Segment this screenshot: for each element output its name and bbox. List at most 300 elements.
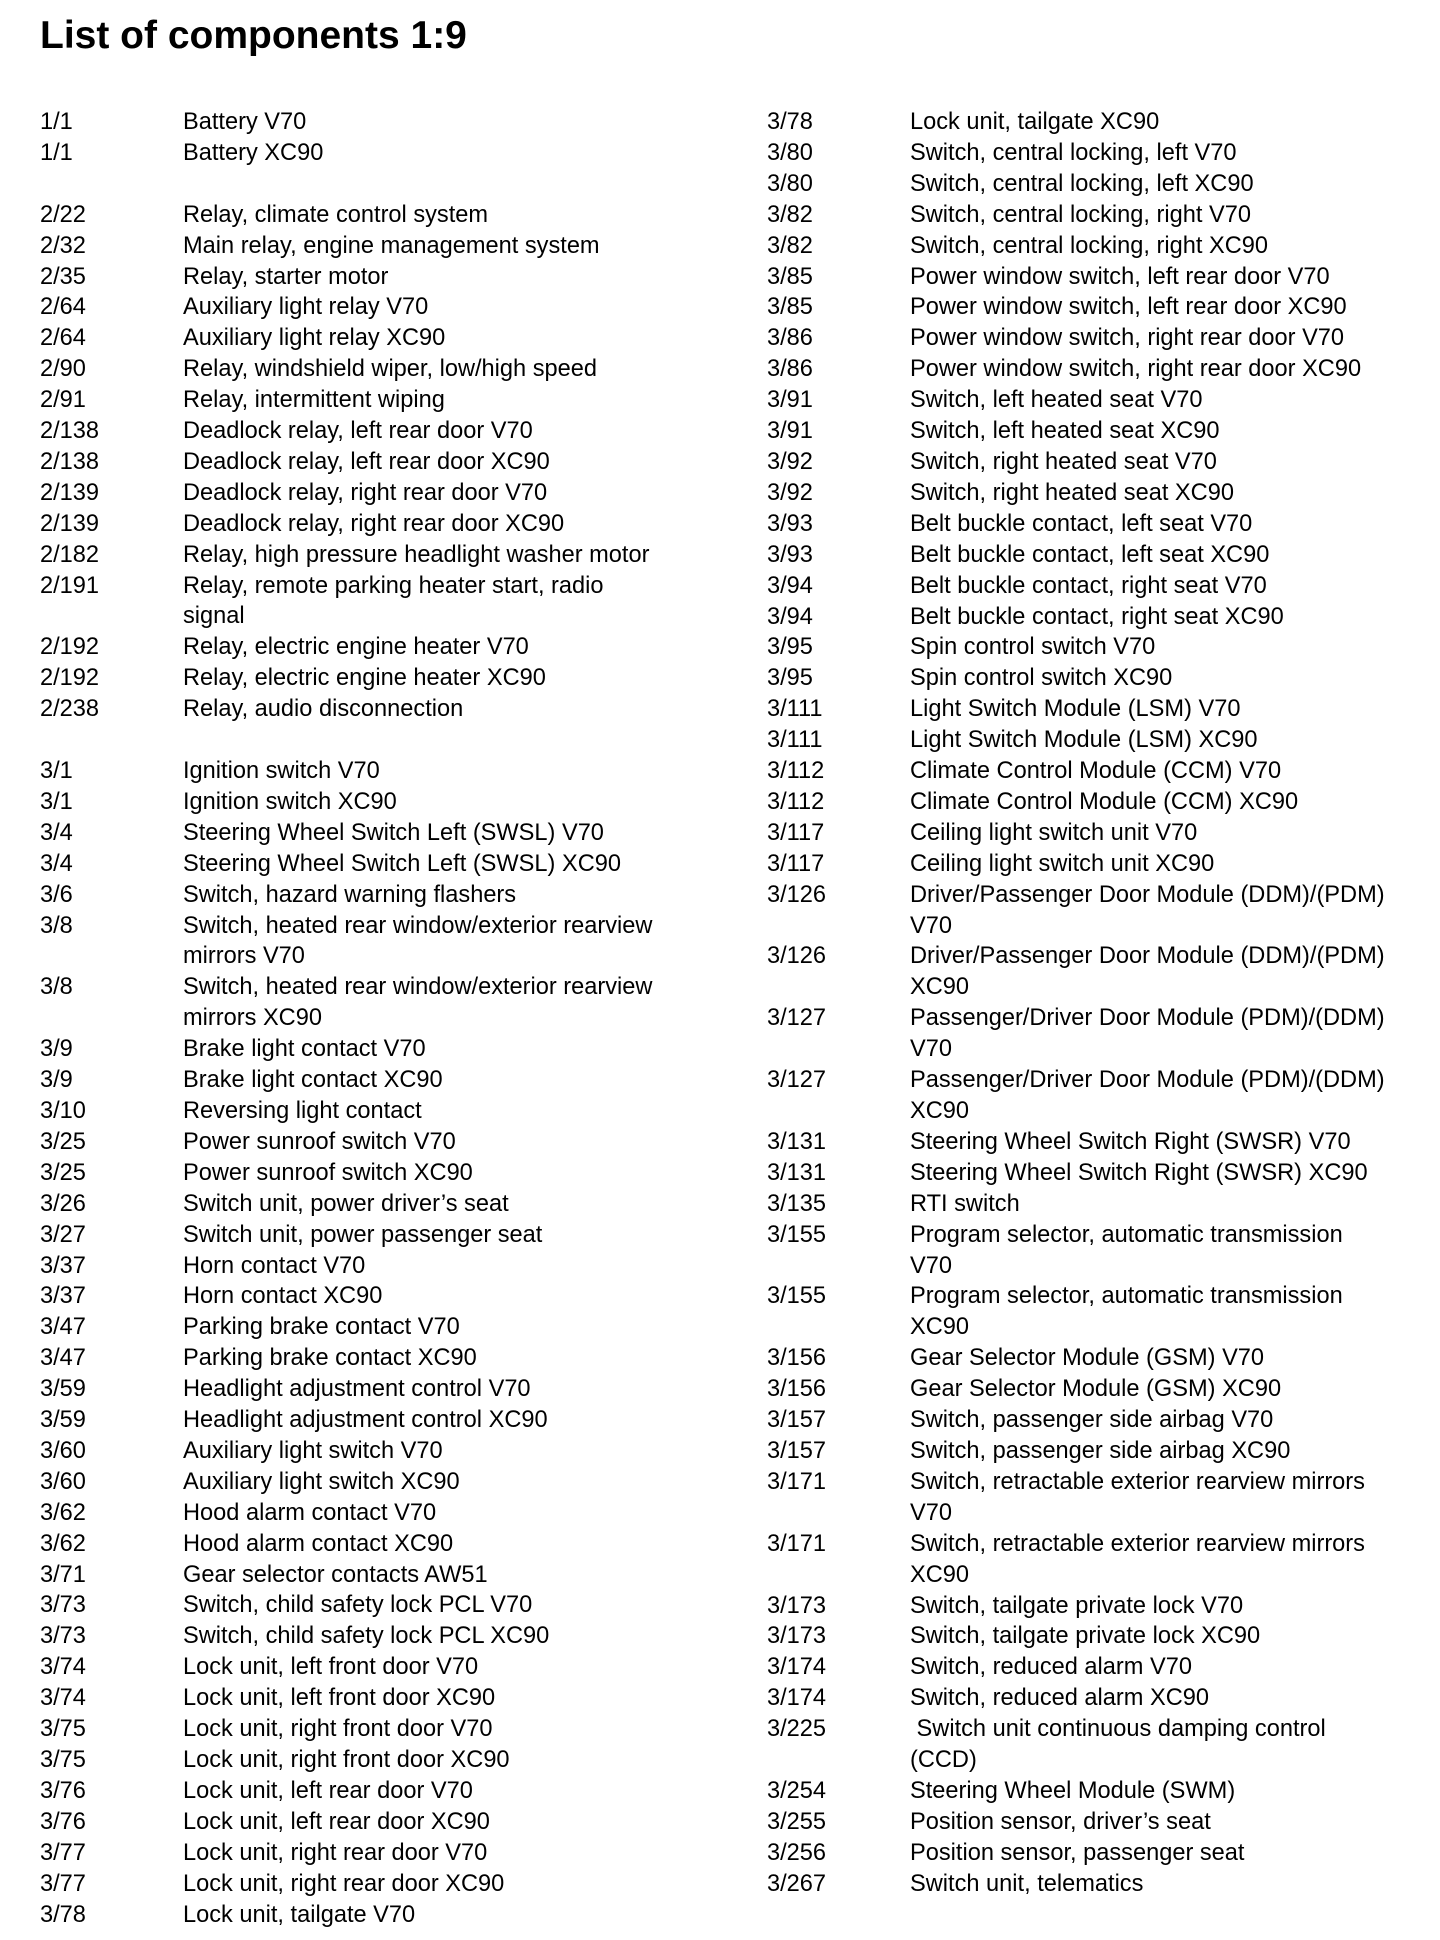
component-description <box>183 1343 730 1374</box>
component-row <box>767 385 1427 416</box>
description-line: Relay, electric engine heater V70 <box>183 634 529 661</box>
component-description <box>183 262 730 293</box>
component-code: 3/171 <box>767 1530 827 1557</box>
component-code: 3/171 <box>767 1468 827 1495</box>
component-row <box>40 1220 730 1251</box>
group-spacer <box>40 725 730 756</box>
component-code: 3/173 <box>767 1623 827 1650</box>
component-code: 3/1 <box>40 758 73 784</box>
component-description <box>183 849 730 880</box>
description-line: Deadlock relay, right rear door V70 <box>183 479 548 506</box>
description-line: Lock unit, right rear door V70 <box>183 1839 488 1866</box>
component-row <box>40 1189 730 1220</box>
component-row <box>40 972 730 1034</box>
component-row <box>40 292 730 323</box>
component-code: 3/91 <box>767 418 813 445</box>
component-row <box>40 1498 730 1529</box>
component-description <box>910 818 1427 849</box>
description-line: Switch, tailgate private lock XC90 <box>910 1623 1261 1650</box>
component-description <box>183 911 730 973</box>
description-line: Power window switch, left rear door V70 <box>910 263 1330 290</box>
component-code: 3/111 <box>767 727 823 754</box>
component-row <box>767 880 1427 942</box>
description-line: Switch, left heated seat V70 <box>910 387 1203 414</box>
component-description <box>183 1096 730 1127</box>
component-row <box>40 694 730 725</box>
description-line: Battery XC90 <box>183 139 324 166</box>
description-line: Lock unit, left rear door V70 <box>183 1777 473 1804</box>
description-line: Driver/Passenger Door Module (DDM)/(PDM) <box>910 881 1385 908</box>
component-description <box>910 663 1427 694</box>
component-description <box>910 1374 1427 1405</box>
description-line: Steering Wheel Switch Right (SWSR) V70 <box>910 1128 1351 1155</box>
component-description <box>183 1127 730 1158</box>
description-line: Switch, passenger side airbag XC90 <box>910 1437 1291 1464</box>
component-description <box>183 1529 730 1560</box>
component-row <box>40 787 730 818</box>
description-line: mirrors V70 <box>183 943 305 970</box>
component-description <box>183 1251 730 1282</box>
component-code: 3/174 <box>767 1685 827 1712</box>
component-description <box>183 1776 730 1807</box>
component-description <box>910 694 1427 725</box>
component-code: 3/25 <box>40 1159 86 1186</box>
component-code: 3/86 <box>767 325 813 352</box>
component-code: 3/4 <box>40 850 73 877</box>
component-description <box>910 323 1427 354</box>
description-line: Passenger/Driver Door Module (PDM)/(DDM) <box>910 1067 1385 1094</box>
component-code: 3/93 <box>767 510 813 537</box>
component-code: 2/91 <box>40 387 86 414</box>
component-description <box>910 478 1427 509</box>
component-row <box>40 138 730 169</box>
component-row <box>767 1652 1427 1683</box>
description-line: Hood alarm contact V70 <box>183 1499 437 1526</box>
description-line: Ceiling light switch unit XC90 <box>910 850 1215 877</box>
component-code: 2/138 <box>40 418 100 445</box>
component-row <box>767 1343 1427 1374</box>
component-description <box>183 972 730 1034</box>
component-row <box>767 571 1427 602</box>
component-row <box>40 1560 730 1591</box>
component-description <box>910 1652 1427 1683</box>
component-code: 3/62 <box>40 1530 86 1557</box>
description-line: Brake light contact V70 <box>183 1036 426 1063</box>
description-line: Ignition switch XC90 <box>183 788 397 815</box>
description-line: Lock unit, tailgate XC90 <box>910 109 1160 135</box>
component-description <box>183 1621 730 1652</box>
component-description <box>183 1189 730 1220</box>
description-line: V70 <box>910 1252 952 1279</box>
description-line: Lock unit, right front door V70 <box>183 1716 493 1743</box>
description-line: Spin control switch V70 <box>910 634 1156 661</box>
description-line: Switch, hazard warning flashers <box>183 881 517 908</box>
description-line: mirrors XC90 <box>183 1005 322 1032</box>
component-row <box>767 292 1427 323</box>
description-line: Switch, child safety lock PCL XC90 <box>183 1623 550 1650</box>
component-row <box>767 632 1427 663</box>
component-description <box>910 1065 1427 1127</box>
component-code: 3/173 <box>767 1592 827 1619</box>
component-description <box>910 1127 1427 1158</box>
description-line: Switch, heated rear window/exterior rearview <box>183 974 653 1001</box>
component-description <box>183 416 730 447</box>
description-line: Parking brake contact V70 <box>183 1314 460 1341</box>
description-line: Belt buckle contact, left seat V70 <box>910 510 1253 537</box>
component-code: 2/32 <box>40 232 86 259</box>
component-code: 3/77 <box>40 1870 86 1897</box>
description-line: (CCD) <box>910 1747 977 1774</box>
description-line: Power window switch, left rear door XC90 <box>910 294 1347 321</box>
description-line: Driver/Passenger Door Module (DDM)/(PDM) <box>910 943 1385 970</box>
component-row <box>767 1776 1427 1807</box>
description-line: Auxiliary light switch XC90 <box>183 1468 460 1495</box>
description-line: Switch, retractable exterior rearview mirrors <box>910 1468 1365 1495</box>
component-row <box>767 787 1427 818</box>
component-row <box>767 1683 1427 1714</box>
component-code: 3/75 <box>40 1747 86 1773</box>
component-row <box>40 1590 730 1621</box>
description-line: Passenger/Driver Door Module (PDM)/(DDM) <box>910 1005 1385 1032</box>
component-row <box>767 1127 1427 1158</box>
component-row <box>40 1034 730 1065</box>
description-line: Switch, retractable exterior rearview mirrors <box>910 1530 1365 1557</box>
component-row <box>40 911 730 973</box>
component-row <box>767 1807 1427 1838</box>
component-code: 3/155 <box>767 1221 827 1248</box>
component-description <box>910 632 1427 663</box>
description-line: Switch, reduced alarm XC90 <box>910 1685 1209 1712</box>
component-code: 3/94 <box>767 603 813 630</box>
description-line: Parking brake contact XC90 <box>183 1345 477 1372</box>
group-spacer <box>40 169 730 200</box>
description-line: Gear Selector Module (GSM) V70 <box>910 1345 1265 1372</box>
component-row <box>767 725 1427 756</box>
description-line: Belt buckle contact, left seat XC90 <box>910 541 1270 568</box>
component-description <box>910 354 1427 385</box>
component-row <box>767 1065 1427 1127</box>
description-line: Auxiliary light relay V70 <box>183 294 429 321</box>
description-line: Switch, right heated seat XC90 <box>910 479 1234 506</box>
component-code: 3/111 <box>767 696 823 723</box>
component-row <box>767 941 1427 1003</box>
component-description <box>183 385 730 416</box>
description-line: Climate Control Module (CCM) V70 <box>910 758 1282 785</box>
description-line: Power sunroof switch V70 <box>183 1128 456 1155</box>
component-row <box>40 571 730 633</box>
component-code: 3/92 <box>767 448 813 475</box>
description-line: Position sensor, driver’s seat <box>910 1808 1211 1835</box>
component-row <box>767 1591 1427 1622</box>
component-description <box>910 1838 1427 1869</box>
component-description <box>183 1158 730 1189</box>
component-row <box>767 1189 1427 1220</box>
component-row <box>40 1374 730 1405</box>
component-code: 3/112 <box>767 788 825 815</box>
component-row <box>40 1405 730 1436</box>
component-code: 3/255 <box>767 1808 827 1835</box>
description-line: Switch, left heated seat XC90 <box>910 418 1220 445</box>
component-description <box>910 509 1427 540</box>
component-row <box>40 1096 730 1127</box>
component-code: 3/37 <box>40 1283 86 1310</box>
component-code: 3/92 <box>767 479 813 506</box>
component-code: 3/8 <box>40 974 73 1001</box>
component-code: 3/82 <box>767 201 813 228</box>
component-description <box>183 880 730 911</box>
description-line: Switch, heated rear window/exterior rearview <box>183 912 653 939</box>
component-row <box>40 262 730 293</box>
component-row <box>767 231 1427 262</box>
component-row <box>40 1127 730 1158</box>
component-description <box>183 354 730 385</box>
description-line: Power sunroof switch XC90 <box>183 1159 473 1186</box>
component-code: 3/25 <box>40 1128 86 1155</box>
component-description <box>183 1065 730 1096</box>
description-line: Switch, central locking, right V70 <box>910 201 1251 228</box>
component-row <box>40 416 730 447</box>
component-row <box>40 818 730 849</box>
component-row <box>40 1745 730 1776</box>
component-code: 2/64 <box>40 294 86 321</box>
component-row <box>767 1158 1427 1189</box>
component-code: 3/157 <box>767 1437 827 1464</box>
component-row <box>40 1652 730 1683</box>
description-line: Relay, starter motor <box>183 263 389 290</box>
component-code: 3/71 <box>40 1561 86 1588</box>
description-line: Deadlock relay, left rear door XC90 <box>183 448 550 475</box>
component-code: 3/131 <box>767 1159 827 1186</box>
component-row <box>767 1838 1427 1869</box>
component-code: 3/127 <box>767 1067 827 1094</box>
component-description <box>183 478 730 509</box>
component-description <box>183 1498 730 1529</box>
component-row <box>767 416 1427 447</box>
component-row <box>40 478 730 509</box>
component-description <box>910 849 1427 880</box>
component-row <box>767 262 1427 293</box>
description-line: Lock unit, left rear door XC90 <box>183 1808 490 1835</box>
description-line: Spin control switch XC90 <box>910 665 1173 692</box>
component-code: 3/74 <box>40 1654 86 1681</box>
component-description <box>910 1714 1427 1776</box>
description-line: Lock unit, tailgate V70 <box>183 1901 416 1928</box>
component-description <box>910 602 1427 633</box>
component-code: 3/76 <box>40 1808 86 1835</box>
description-line: V70 <box>910 1036 952 1063</box>
component-description <box>910 571 1427 602</box>
component-code: 3/155 <box>767 1283 827 1310</box>
component-description <box>183 1374 730 1405</box>
description-line: Relay, intermittent wiping <box>183 387 445 414</box>
component-row <box>767 818 1427 849</box>
component-description <box>183 818 730 849</box>
component-code: 2/238 <box>40 696 100 723</box>
component-code: 3/59 <box>40 1407 86 1434</box>
component-row <box>40 354 730 385</box>
component-code: 3/267 <box>767 1870 827 1897</box>
description-line: Switch unit, power passenger seat <box>183 1221 543 1248</box>
description-line: Program selector, automatic transmission <box>910 1283 1343 1310</box>
component-description <box>183 632 730 663</box>
component-row <box>40 1158 730 1189</box>
component-code: 1/1 <box>40 139 73 166</box>
description-line: Deadlock relay, right rear door XC90 <box>183 510 565 537</box>
component-code: 3/47 <box>40 1345 86 1372</box>
component-row <box>40 849 730 880</box>
component-row <box>767 1220 1427 1282</box>
component-code: 3/174 <box>767 1654 827 1681</box>
component-row <box>40 1900 730 1931</box>
description-line: Auxiliary light switch V70 <box>183 1437 443 1464</box>
component-row <box>767 1467 1427 1529</box>
component-code: 2/139 <box>40 510 100 537</box>
description-line: Relay, remote parking heater start, radio <box>183 572 604 599</box>
component-description <box>910 1003 1427 1065</box>
component-row <box>40 540 730 571</box>
component-row <box>40 1281 730 1312</box>
description-line: Steering Wheel Switch Right (SWSR) XC90 <box>910 1159 1368 1186</box>
description-line: Position sensor, passenger seat <box>910 1839 1245 1866</box>
component-description <box>910 1343 1427 1374</box>
component-row <box>40 509 730 540</box>
component-row <box>40 1683 730 1714</box>
component-row <box>40 1467 730 1498</box>
component-row <box>767 354 1427 385</box>
component-row <box>40 1714 730 1745</box>
description-line: V70 <box>910 912 952 939</box>
component-row <box>40 1838 730 1869</box>
component-description <box>910 1591 1427 1622</box>
component-description <box>183 107 730 138</box>
component-description <box>910 292 1427 323</box>
component-description <box>910 1220 1427 1282</box>
component-description <box>183 1467 730 1498</box>
component-row <box>40 1776 730 1807</box>
component-code: 3/157 <box>767 1407 827 1434</box>
component-description <box>183 1714 730 1745</box>
description-line: Climate Control Module (CCM) XC90 <box>910 788 1299 815</box>
component-code: 3/59 <box>40 1376 86 1403</box>
component-code: 1/1 <box>40 109 73 135</box>
component-description <box>910 1467 1427 1529</box>
description-line: Program selector, automatic transmission <box>910 1221 1343 1248</box>
component-row <box>40 1621 730 1652</box>
description-line: Headlight adjustment control V70 <box>183 1376 531 1403</box>
description-line: Gear Selector Module (GSM) XC90 <box>910 1376 1282 1403</box>
component-description <box>183 1034 730 1065</box>
component-row <box>767 1281 1427 1343</box>
component-code: 3/26 <box>40 1190 86 1217</box>
component-code: 3/91 <box>767 387 813 414</box>
component-description <box>183 1281 730 1312</box>
component-code: 3/78 <box>40 1901 86 1928</box>
component-description <box>910 447 1427 478</box>
component-description <box>183 787 730 818</box>
component-code: 3/156 <box>767 1345 827 1372</box>
component-description <box>183 1838 730 1869</box>
component-row <box>767 1621 1427 1652</box>
description-line: XC90 <box>910 1314 970 1341</box>
component-description <box>183 1869 730 1900</box>
description-line: Switch, central locking, right XC90 <box>910 232 1268 259</box>
component-description <box>183 694 730 725</box>
component-description <box>910 787 1427 818</box>
component-row <box>40 1869 730 1900</box>
component-code: 3/117 <box>767 850 825 877</box>
component-description <box>183 1312 730 1343</box>
component-code: 3/127 <box>767 1005 827 1032</box>
description-line: Main relay, engine management system <box>183 232 600 259</box>
component-row <box>767 447 1427 478</box>
component-description <box>183 756 730 787</box>
description-line: Auxiliary light relay XC90 <box>183 325 446 352</box>
component-row <box>40 632 730 663</box>
component-row <box>40 1312 730 1343</box>
component-code: 3/112 <box>767 758 825 785</box>
description-line: Ceiling light switch unit V70 <box>910 819 1198 846</box>
component-description <box>910 169 1427 200</box>
component-code: 2/35 <box>40 263 86 290</box>
component-row <box>767 1436 1427 1467</box>
component-description <box>183 1220 730 1251</box>
description-line: Power window switch, right rear door XC90 <box>910 356 1362 383</box>
component-description <box>910 200 1427 231</box>
component-code: 3/117 <box>767 819 825 846</box>
description-line: Belt buckle contact, right seat XC90 <box>910 603 1284 630</box>
component-code: 3/93 <box>767 541 813 568</box>
component-description <box>910 1807 1427 1838</box>
description-line: Relay, climate control system <box>183 201 489 228</box>
component-row <box>767 849 1427 880</box>
description-line: Switch, central locking, left XC90 <box>910 170 1254 197</box>
component-code: 3/126 <box>767 943 827 970</box>
description-line: Switch, passenger side airbag V70 <box>910 1407 1274 1434</box>
component-description <box>910 1529 1427 1591</box>
component-row <box>40 1807 730 1838</box>
component-description <box>183 1405 730 1436</box>
component-description <box>183 323 730 354</box>
component-code: 3/256 <box>767 1839 827 1866</box>
component-description <box>183 509 730 540</box>
component-description <box>910 756 1427 787</box>
component-description <box>910 231 1427 262</box>
component-row <box>40 663 730 694</box>
component-description <box>910 1869 1427 1900</box>
component-row <box>40 107 730 138</box>
component-code: 3/77 <box>40 1839 86 1866</box>
component-code: 3/6 <box>40 881 73 908</box>
component-description <box>910 540 1427 571</box>
component-row <box>40 200 730 231</box>
component-code: 3/76 <box>40 1777 86 1804</box>
description-line: Brake light contact XC90 <box>183 1067 443 1094</box>
description-line: Switch, reduced alarm V70 <box>910 1654 1192 1681</box>
component-code: 3/80 <box>767 170 813 197</box>
description-line: XC90 <box>910 974 970 1001</box>
component-code: 3/27 <box>40 1221 86 1248</box>
description-line: XC90 <box>910 1561 970 1588</box>
component-description <box>910 1621 1427 1652</box>
description-line: Relay, high pressure headlight washer motor <box>183 541 650 568</box>
component-code: 3/135 <box>767 1190 827 1217</box>
component-code: 3/85 <box>767 263 813 290</box>
description-line: Ignition switch V70 <box>183 758 380 784</box>
component-code: 2/138 <box>40 448 100 475</box>
component-row <box>767 1405 1427 1436</box>
component-row <box>767 478 1427 509</box>
component-code: 3/85 <box>767 294 813 321</box>
